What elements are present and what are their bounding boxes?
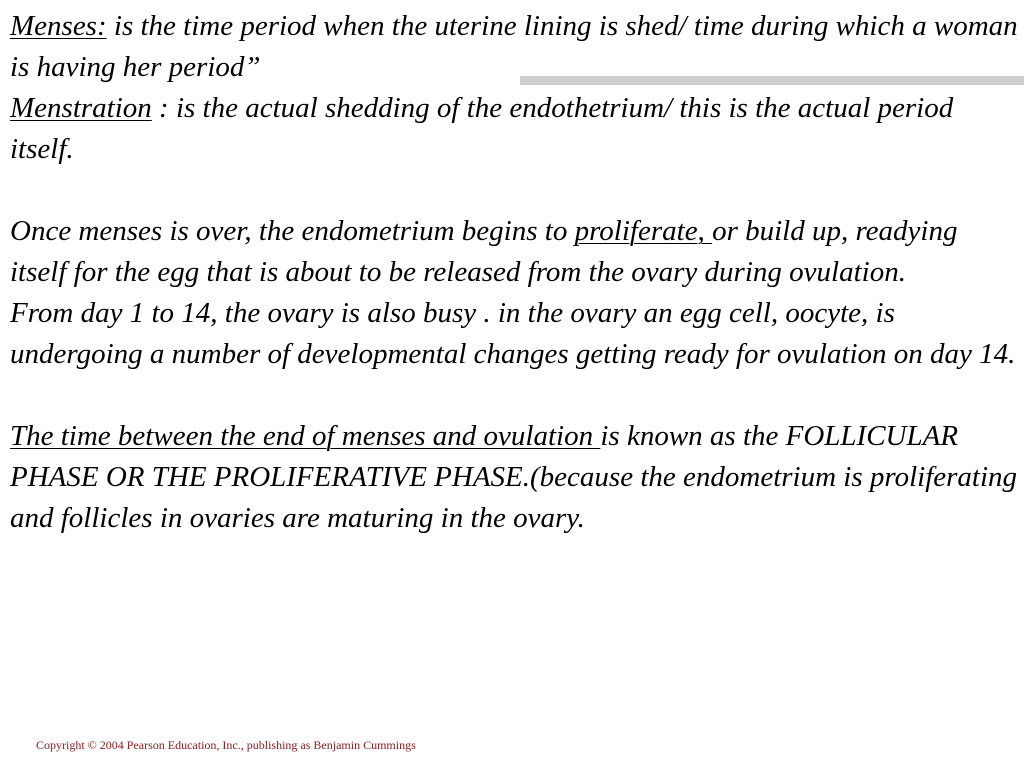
paragraph-follicular-phase — [10, 416, 1020, 539]
paragraph-proliferate — [10, 211, 1020, 293]
menses-definition: is the time period when the uterine lining is shed/ time during which a woman is having her period” — [10, 10, 1018, 83]
spacer — [10, 375, 1020, 416]
slide-body — [10, 6, 1020, 539]
term-proliferate: proliferate, — [574, 215, 713, 247]
follicular-phase-text: is known as the FOLLICULAR PHASE OR THE PROLIFERATIVE PHASE.(because the endometrium is proliferating and follicles in ovaries are maturing in the ovary. — [10, 420, 1018, 534]
term-menstration: Menstration — [10, 92, 152, 124]
paragraph-menstration — [10, 88, 1020, 170]
spacer — [10, 170, 1020, 211]
term-follicular-interval: The time between the end of menses and ovulation — [10, 420, 601, 452]
ovary-text: From day 1 to 14, the ovary is also busy . in the ovary an egg cell, oocyte, is undergoing a number of developmental changes getting ready for ovulation on day 14. — [10, 297, 1016, 370]
proliferate-intro: Once menses is over, the endometrium begins to — [10, 215, 575, 247]
paragraph-ovary — [10, 293, 1020, 375]
proliferate-rest: or build up, readying itself for the egg that is about to be released from the ovary during ovulation. — [10, 215, 958, 288]
term-menses: Menses: — [10, 10, 107, 42]
menstration-definition: : is the actual shedding of the endothetrium/ this is the actual period itself. — [10, 92, 954, 165]
paragraph-menses — [10, 6, 1020, 88]
copyright-footer: Copyright © 2004 Pearson Education, Inc., publishing as Benjamin Cummings — [36, 738, 416, 752]
